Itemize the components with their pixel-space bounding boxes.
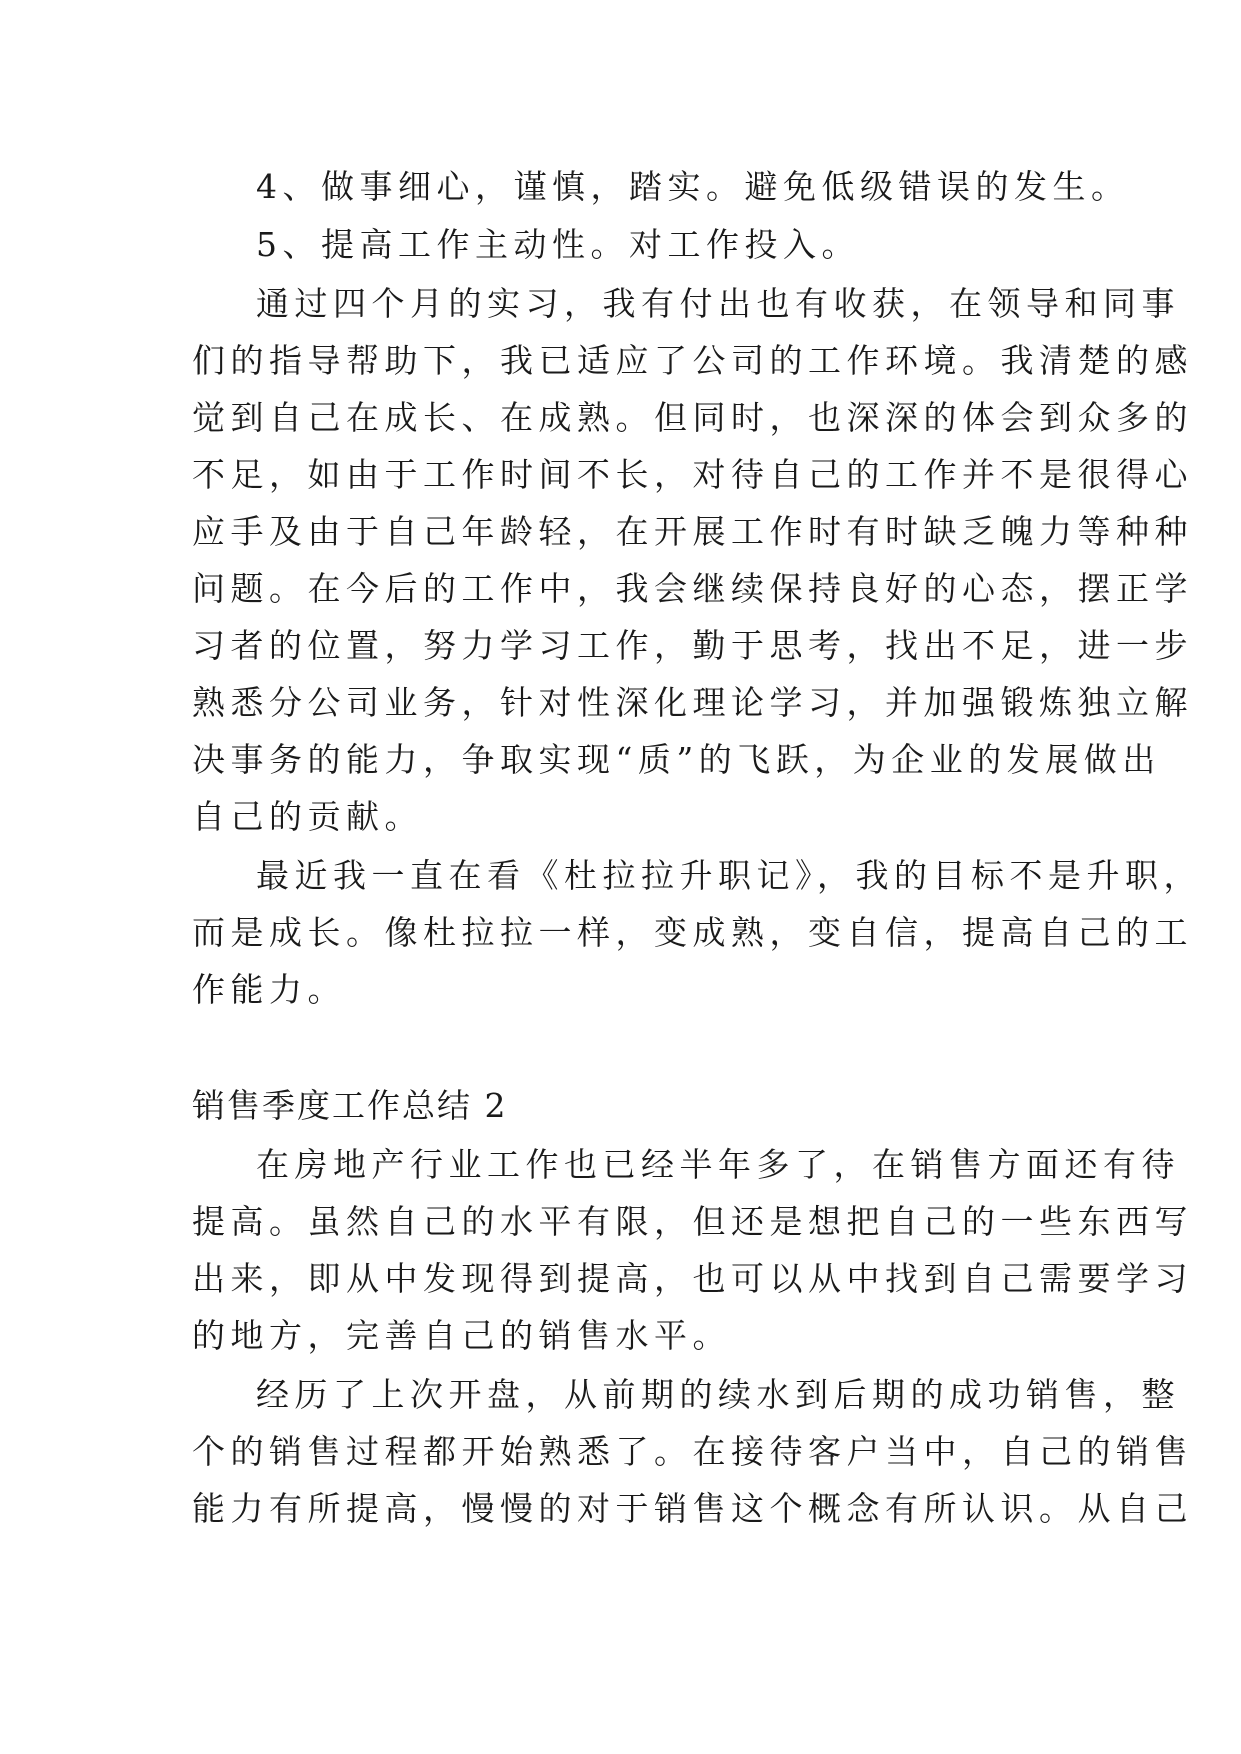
paragraph-line: 个的销售过程都开始熟悉了。在接待客户当中，自己的销售 — [192, 1432, 1193, 1471]
paragraph-line: 而是成长。像杜拉拉一样，变成熟，变自信，提高自己的工 — [192, 913, 1193, 952]
paragraph-line: 决事务的能力，争取实现“质”的飞跃，为企业的发展做出 — [192, 740, 1161, 779]
paragraph-line: 最近我一直在看《杜拉拉升职记》，我的目标不是升职， — [256, 856, 1202, 895]
paragraph-line: 应手及由于自己年龄轻，在开展工作时有时缺乏魄力等种种 — [192, 512, 1193, 551]
list-item: 4、做事细心，谨慎，踏实。避免低级错误的发生。 — [256, 167, 1130, 206]
paragraph-line: 不足，如由于工作时间不长，对待自己的工作并不是很得心 — [192, 455, 1193, 494]
paragraph-line: 能力有所提高，慢慢的对于销售这个概念有所认识。从自己 — [192, 1489, 1193, 1528]
paragraph-line: 自己的贡献。 — [192, 797, 423, 836]
paragraph-line: 的地方，完善自己的销售水平。 — [192, 1316, 731, 1355]
paragraph-line: 在房地产行业工作也已经半年多了，在销售方面还有待 — [256, 1145, 1180, 1184]
paragraph-line: 经历了上次开盘，从前期的续水到后期的成功销售，整 — [256, 1375, 1180, 1414]
paragraph-line: 作能力。 — [192, 970, 346, 1009]
list-item: 5、提高工作主动性。对工作投入。 — [256, 225, 860, 264]
paragraph-line: 通过四个月的实习，我有付出也有收获，在领导和同事 — [256, 284, 1180, 323]
paragraph-line: 熟悉分公司业务，针对性深化理论学习，并加强锻炼独立解 — [192, 683, 1193, 722]
paragraph-line: 出来，即从中发现得到提高，也可以从中找到自己需要学习 — [192, 1259, 1193, 1298]
paragraph-line: 习者的位置，努力学习工作，勤于思考，找出不足，进一步 — [192, 626, 1193, 665]
paragraph-line: 觉到自己在成长、在成熟。但同时，也深深的体会到众多的 — [192, 398, 1193, 437]
paragraph-line: 提高。虽然自己的水平有限，但还是想把自己的一些东西写 — [192, 1202, 1193, 1241]
paragraph-line: 们的指导帮助下，我已适应了公司的工作环境。我清楚的感 — [192, 341, 1193, 380]
section-heading: 销售季度工作总结 2 — [192, 1086, 508, 1125]
paragraph-line: 问题。在今后的工作中，我会继续保持良好的心态，摆正学 — [192, 569, 1193, 608]
